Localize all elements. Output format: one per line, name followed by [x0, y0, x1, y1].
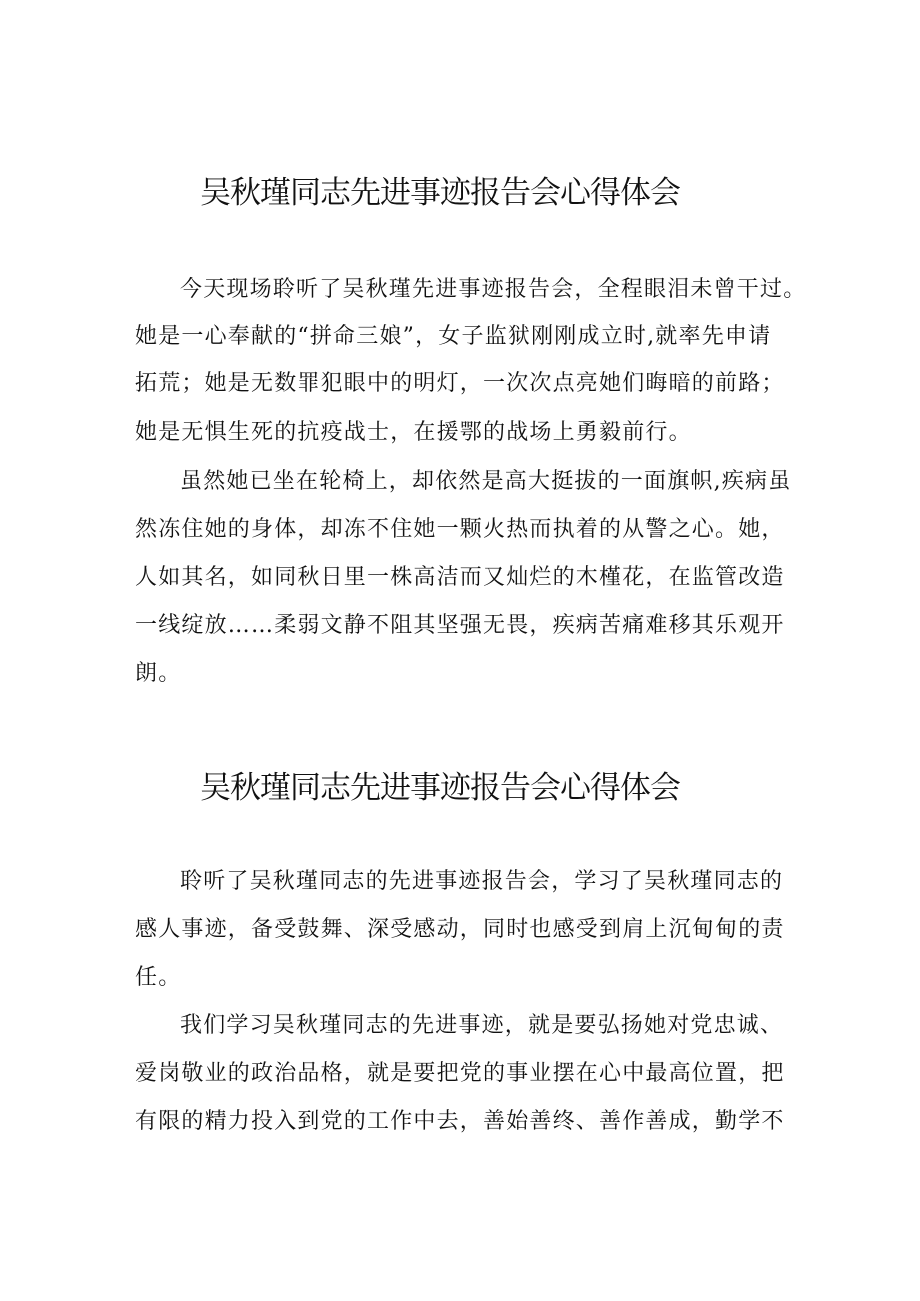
article-2-line-6: 有限的精力投入到党的工作中去，善始善终、善作善成，勤学不: [135, 1109, 785, 1134]
article-1-line-5: 虽然她已坐在轮椅上，却依然是高大挺拔的一面旗帜,疾病虽: [180, 469, 792, 494]
article-2-line-4: 我们学习吴秋瑾同志的先进事迹，就是要弘扬她对党忠诚、: [180, 1013, 784, 1038]
article-1-title: 吴秋瑾同志先进事迹报告会心得体会: [200, 175, 680, 211]
article-1-line-4: 她是无惧生死的抗疫战士，在援鄂的战场上勇毅前行。: [135, 420, 692, 445]
article-1-line-2: 她是一心奉献的“拼命三娘”，女子监狱刚刚成立时,就率先申请: [135, 324, 772, 349]
article-1-line-3: 拓荒；她是无数罪犯眼中的明灯，一次次点亮她们晦暗的前路；: [135, 371, 785, 396]
article-1-line-6: 然冻住她的身体，却冻不住她一颗火热而执着的从警之心。她，: [135, 517, 785, 542]
article-2-line-2: 感人事迹，备受鼓舞、深受感动，同时也感受到肩上沉甸甸的责: [135, 917, 785, 942]
article-1-line-9: 朗。: [135, 661, 182, 686]
article-2-line-3: 任。: [135, 965, 182, 990]
article-2-line-5: 爱岗敬业的政治品格，就是要把党的事业摆在心中最高位置，把: [135, 1061, 785, 1086]
article-2-title: 吴秋瑾同志先进事迹报告会心得体会: [200, 770, 680, 806]
article-2-line-1: 聆听了吴秋瑾同志的先进事迹报告会，学习了吴秋瑾同志的: [180, 869, 784, 894]
article-1-line-8: 一线绽放……柔弱文静不阻其坚强无畏，疾病苦痛难移其乐观开: [135, 613, 785, 638]
article-1-line-1: 今天现场聆听了吴秋瑾先进事迹报告会，全程眼泪未曾干过。: [180, 277, 807, 302]
article-1-line-7: 人如其名，如同秋日里一株高洁而又灿烂的木槿花，在监管改造: [135, 565, 785, 590]
